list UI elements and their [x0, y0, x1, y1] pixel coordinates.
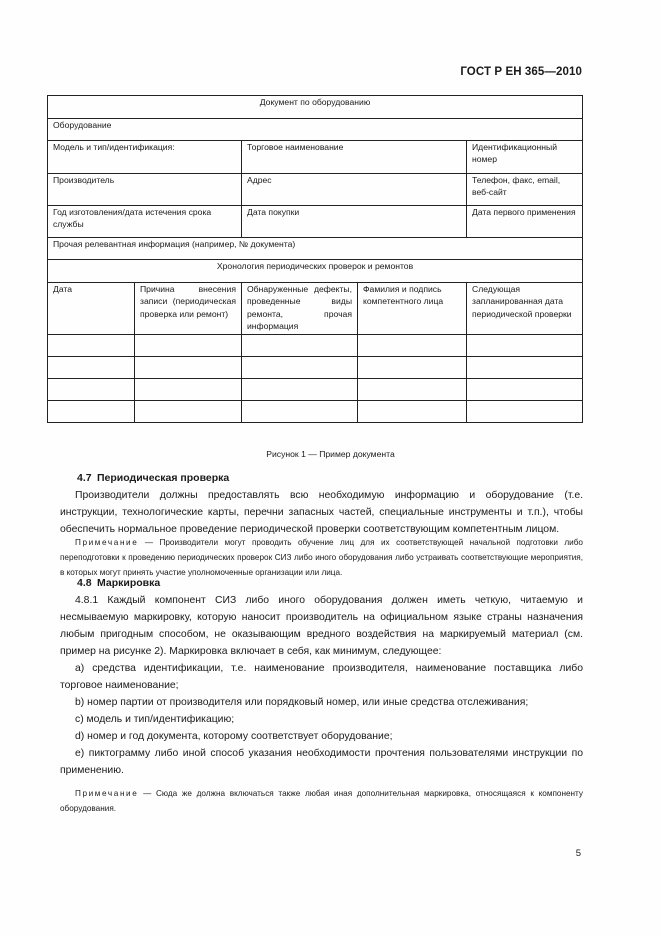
note [60, 535, 583, 580]
section-title: Периодическая проверка [97, 472, 230, 484]
list-item: b) номер партии от производителя или порядковый номер, или иные средства отслеживания; [75, 697, 529, 708]
first-use-cell: Дата первого применения [467, 206, 583, 238]
figure-caption: Рисунок 1 — Пример документа [266, 449, 395, 459]
column-header: Причина внесения записи (периодическая проверка или ремонт) [135, 283, 242, 335]
chronology-header: Хронология периодических проверок и ремонтов [48, 260, 583, 283]
note-text: — Сюда же должна включаться также любая иная дополнительная маркировка, относящаяся к компоненту оборудования. [60, 789, 583, 813]
note [60, 786, 583, 816]
id-number-cell: Идентификационный номер [467, 141, 583, 174]
note-text: — Производители могут проводить обучение лиц для их соответствующей начальной подготовки либо переподготовки к проведению периодических проверок СИЗ либо иного оборудования либо устраивать соответствующие мероприятия, в которых могут принять участие уполномоченные организации или лица. [60, 538, 583, 577]
page-number: 5 [575, 848, 581, 859]
standard-header: ГОСТ Р ЕН 365—2010 [460, 66, 582, 78]
note-label: Примечание [75, 538, 139, 547]
equipment-document-table [47, 95, 583, 423]
contacts-cell: Телефон, факс, email, веб-сайт [467, 174, 583, 206]
year-cell: Год изготовления/дата истечения срока службы [48, 206, 242, 238]
manufacturer-cell: Производитель [48, 174, 242, 206]
purchase-date-cell: Дата покупки [242, 206, 467, 238]
section-heading [77, 577, 160, 589]
section-title: Маркировка [97, 577, 161, 589]
paragraph: 4.8.1 Каждый компонент СИЗ либо иного оборудования должен иметь четкую, читаемую и несмываемую маркировку, которую наносит производитель на официальном языке страны назначения любым пригодным способом, не оказывающим вредного воздействия на маркируемый материал (см. пример на рисунке 2). Маркировка включает в себя, как минимум, следующее: [60, 595, 583, 657]
equipment-cell: Оборудование [48, 119, 583, 141]
section-heading [77, 472, 229, 484]
other-info-cell: Прочая релевантная информация (например, № документа) [48, 238, 583, 260]
column-header: Дата [48, 283, 135, 335]
note-label: Примечание [75, 789, 139, 798]
address-cell: Адрес [242, 174, 467, 206]
section-number: 4.8 [77, 577, 92, 589]
model-cell: Модель и тип/идентификация: [48, 141, 242, 174]
column-header: Фамилия и подпись компетентного лица [358, 283, 467, 335]
table-row [48, 401, 583, 423]
table-title: Документ по оборудованию [48, 96, 583, 119]
table-row [48, 357, 583, 379]
list-item: c) модель и тип/идентификацию; [75, 714, 235, 725]
paragraph: Производители должны предоставлять всю необходимую информацию и оборудование (т.е. инструкции, технологические карты, перечни запасных частей, специальные инструменты и т.п.), чтобы обеспечить нормальное проведение периодической проверки соответствующим компетентным лицом. [60, 490, 583, 535]
list-item: a) средства идентификации, т.е. наименование производителя, наименование поставщика либо торговое наименование; [60, 663, 583, 691]
trade-name-cell: Торговое наименование [242, 141, 467, 174]
list-item: e) пиктограмму либо иной способ указания необходимости прочтения пользователями инструкции по применению. [60, 748, 583, 776]
column-header: Следующая запланированная дата периодической проверки [467, 283, 583, 335]
column-header: Обнаруженные дефекты, проведенные виды ремонта, прочая информация [242, 283, 358, 335]
list-item: d) номер и год документа, которому соответствует оборудование; [75, 731, 393, 742]
table-row [48, 379, 583, 401]
table-row [48, 335, 583, 357]
section-number: 4.7 [77, 472, 92, 484]
